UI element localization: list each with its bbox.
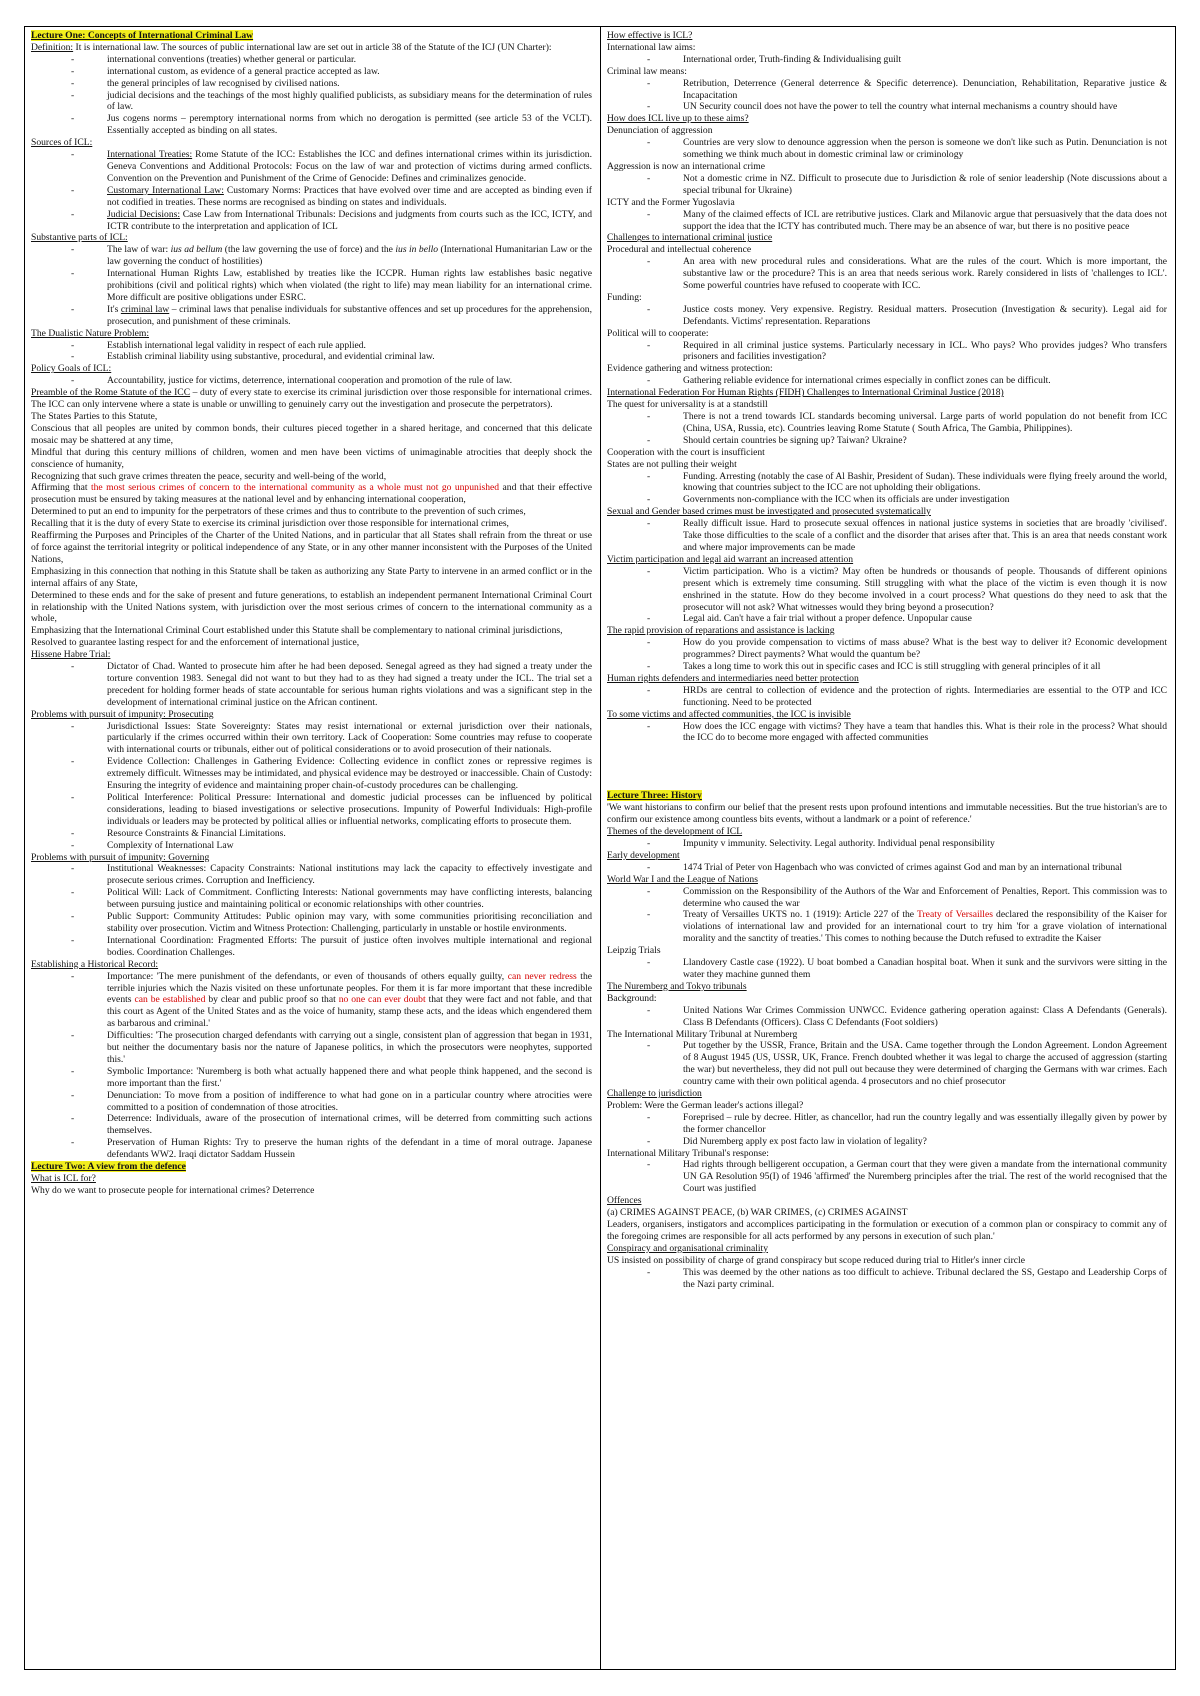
preamble-paragraph: Resolved to guarantee lasting respect for and the enforcement of international justice, (31, 637, 360, 649)
section-heading: The Nuremberg and Tokyo tribunals (607, 980, 747, 992)
definition-paragraph: Definition: It is international law. The sources of public international law are set out in article 38 of the Statute of the ICJ (UN Charter): (31, 41, 552, 53)
list-item: - Judicial Decisions: Case Law from International Tribunals: Decisions and judgments from courts such as the ICC, ICTY, and ICTR contribute to the interpretation and application of ICL (107, 209, 592, 233)
list-item: - Public Support: Community Attitudes: Public opinion may vary, with some communities prioritising reconciliation and stability over prosecution. Victim and Witness Protection: Challenging, particularly in unstable or hostile environments. (107, 911, 592, 935)
list-item: - International Human Rights Law, established by treaties like the ICCPR. Human rights law establishes basic negative prohibitions (civil and political rights) which when violated (the right to life) may mean liability for an international crime. More difficult are positive obligations under ESRC. (107, 268, 592, 304)
document-page (24, 26, 1176, 1670)
ww1-list (607, 886, 1167, 946)
preamble-paragraph: Emphasizing in this connection that nothing in this Statute shall be taken as authorizing any State Party to intervene in an armed conflict or in the internal affairs of any State, (31, 565, 592, 589)
preamble-paragraph: Mindful that during this century millions of children, women and men have been victims of unimaginable atrocities that deeply shock the conscience of humanity, (31, 446, 592, 470)
section-heading: Hissene Habre Trial: (31, 649, 111, 661)
sub-label: International law aims: (607, 41, 696, 53)
list-item: - Dictator of Chad. Wanted to prosecute him after he had been deposed. Senegal agreed as they had signed a treaty under the torture convention 1983. Senegal did not want to but they had to as they had signed a treaty under the ICL. The trial set a precedent for holding former heads of state accountable for serious human rights violations and was a significant step in the development of international criminal justice on the African continent. (107, 661, 592, 709)
preamble-paragraph: Determined to these ends and for the sake of present and future generations, to establish an independent permanent International Criminal Court in relationship with the United Nations system, with jurisdiction over the most serious crimes of concern to the international community as a whole, (31, 589, 592, 625)
hrd-list (607, 685, 1167, 709)
sub-label: Funding: (607, 291, 642, 303)
list-item: - How does the ICC engage with victims? They have a team that handles this. What is their role in the process? What should the ICC do to become more engaged with affected communities (683, 721, 1167, 745)
sources-list (31, 54, 592, 137)
list-item: - Establish criminal liability using substantive, procedural, and evidential criminal law. (107, 351, 592, 363)
section-heading: What is ICL for? (31, 1173, 96, 1184)
aggr-list (607, 173, 1167, 197)
list-item: - Establish international legal validity in respect of each rule applied. (107, 340, 592, 352)
preamble-paragraph: Emphasizing that the International Criminal Court established under this Statute shall be complementary to national criminal jurisdictions, (31, 625, 563, 637)
conspiracy-text: US insisted on possibility of charge of grand conspiracy but scope reduced during trial to Hitler's inner circle (607, 1254, 1025, 1266)
sub-label: Problem: Were the German leader's actions illegal? (607, 1099, 804, 1111)
sub-label: Political will to cooperate: (607, 327, 709, 339)
section-heading: Problems with pursuit of impunity: Governing (31, 851, 210, 863)
list-item: - Did Nuremberg apply ex post facto law in violation of legality? (683, 1136, 1167, 1148)
list-item: - Jurisdictional Issues: State Sovereignty: States may resist international or external jurisdiction over their nationals, particularly if the crimes occurred within their own territory. Lack of Cooperation: Some countries may refuse to cooperate with international courts or tribunals, either out of political considerations or to avoid prosecution of their nationals. (107, 721, 592, 757)
list-item: - Countries are very slow to denounce aggression when the person is someone we don't like such as Putin. Denunciation is not something we think much about in domestic criminal law or criminology (683, 137, 1167, 161)
sub-label: ICTY and the Former Yugoslavia (607, 196, 735, 208)
list-item: - It's criminal law – criminal laws that penalise individuals for substantive offences and set up procedures for the apprehension, prosecution, and punishment of these criminals. (107, 304, 592, 328)
preamble-paragraph: The States Parties to this Statute, (31, 411, 158, 422)
section-heading: World War I and the League of Nations (607, 873, 758, 885)
list-item: - Governments non-compliance with the ICC when its officials are under investigation (683, 494, 1167, 506)
conspiracy-list (607, 1267, 1167, 1291)
list-item: - Gathering reliable evidence for international crimes especially in conflict zones can be difficult. (683, 375, 1167, 387)
section-heading: Human rights defenders and intermediaries need better protection (607, 672, 859, 684)
list-item: - Deterrence: Individuals, aware of the prosecution of international crimes, will be deterred from committing such actions themselves. (107, 1113, 592, 1137)
list-item: - 1474 Trial of Peter von Hagenbach who was convicted of crimes against God and man by an international tribunal (683, 862, 1167, 874)
list-item: - An area with new procedural rules and considerations. What are the rules of the court. Which is more important, the substantive law or the procedure? This is an area that needs serious work. Rarely considered in lists of 'challenges to ICL'. Some powerful countries have refused to cooperate with ICC. (683, 256, 1167, 292)
section-heading: To some victims and affected communities, the ICC is invisible (607, 708, 851, 720)
list-item: - Legal aid. Can't have a fair trial without a proper defence. Unpopular cause (683, 613, 1167, 625)
list-item: - Political Will: Lack of Commitment. Conflicting Interests: National governments may have conflicting interests, balancing between pursuing justice and maintaining political or economic relationships with other countries. (107, 887, 592, 911)
sub-label: Aggression is now an international crime (607, 160, 765, 172)
list-item: - Put together by the USSR, France, Britain and the USA. Came together through the London Agreement. London Agreement of 8 August 1945 (US, USSR, UK, France. French doubted whether it was legal to charge the accused of aggression (starting the war) but nevertheless, they did not pull out because they were determined of charging the Germans with war crimes. Each country came with their own political agenda. 4 prosecutors and no chief prosecutor (683, 1040, 1167, 1088)
list-item: - Really difficult issue. Hard to prosecute sexual offences in national justice systems in societies that are broadly 'civilised'. Take those difficulties to the scale of a conflict and the disorder that arises after that. This is an area that needs constant work and where major improvements can be made (683, 518, 1167, 554)
crim-list (607, 78, 1167, 114)
left-column (25, 27, 600, 1669)
section-heading: Policy Goals of ICL: (31, 363, 112, 375)
lecture-one-title: Lecture One: Concepts of International Criminal Law (31, 30, 254, 41)
list-item: - international custom, as evidence of a general practice accepted as law. (107, 66, 592, 78)
funding-list (607, 304, 1167, 328)
preamble-paragraph: Conscious that all peoples are united by common bonds, their cultures pieced together in a shared heritage, and concerned that this delicate mosaic may be shattered at any time, (31, 422, 592, 446)
section-heading: Sources of ICL: (31, 137, 93, 149)
list-item: - Not a domestic crime in NZ. Difficult to prosecute due to Jurisdiction & role of senior leadership (Note discussions about a special tribunal for Ukraine) (683, 173, 1167, 197)
preamble-intro: Preamble of the Rome Statute of the ICC – duty of every state to exercise its criminal jurisdiction over those responsible for international crimes. The ICC can only intervene where a state is unable or unwilling to genuinely carry out the investigation and prosecute the perpetrators). (31, 387, 593, 411)
list-item: - Llandovery Castle case (1922). U boat bombed a Canadian hospital boat. When it sunk and the survivors were sitting in the water they machine gunned them (683, 957, 1167, 981)
section-heading: The Dualistic Nature Problem: (31, 327, 150, 339)
substantive-list (31, 244, 592, 327)
sub-label: The quest for universality is at a standstill (607, 399, 768, 411)
themes-list (607, 838, 1167, 850)
section-heading: How does ICL live up to these aims? (607, 113, 749, 125)
victim-list (607, 566, 1167, 626)
coop-list (607, 471, 1167, 507)
section-heading: Problems with pursuit of impunity: Prosecuting (31, 708, 214, 720)
sub-label: Evidence gathering and witness protection: (607, 363, 773, 375)
sub-label: Background: (607, 992, 657, 1004)
governing-list (31, 863, 592, 958)
historical-list (31, 971, 592, 1162)
historian-quote: 'We want historians to confirm our belief that the present rests upon profound intentions and immutable necessities. But the true historian's are to confirm our existence among countless bits events, without a landmark or a point of reference.' (607, 802, 1167, 826)
list-item: - Funding. Arresting (notably the case of Al Bashir, President of Sudan). These individuals were flying freely around the world, knowing that countries subject to the ICC are not upholding their obligations. (683, 471, 1167, 495)
sub-label: International Military Tribunal's response: (607, 1147, 769, 1159)
sub-label: Procedural and intellectual coherence (607, 244, 752, 256)
section-heading: Challenge to jurisdiction (607, 1088, 702, 1100)
evidence-list (607, 375, 1167, 387)
habre-list (31, 661, 592, 709)
list-item: - judicial decisions and the teachings of the most highly qualified publicists, as subsidiary means for the determination of rules of law. (107, 90, 592, 114)
list-item: - Treaty of Versailles UKTS no. 1 (1919): Article 227 of the Treaty of Versailles declared the responsibility of the Kaiser for violations of international law and provided for an international court to try him 'for a grave violation of international morality and the sanctity of treaties.' This comes to nothing because the Dutch refused to extradite the Kaiser (683, 909, 1167, 945)
sub-label: Cooperation with the court is insufficient (607, 446, 765, 458)
prosecuting-list (31, 721, 592, 852)
sub-label: Leipzig Trials (607, 945, 661, 957)
aims-list (607, 54, 1167, 66)
background-list (607, 1005, 1167, 1029)
icty-list (607, 209, 1167, 233)
list-item: - HRDs are central to collection of evidence and the protection of rights. Intermediaries are essential to the OTP and ICC functioning. Need to be protected (683, 685, 1167, 709)
section-heading: Victim participation and legal aid warrant an increased attention (607, 553, 854, 565)
political-list (607, 340, 1167, 364)
denunc-list (607, 137, 1167, 161)
preamble-paragraph: Recalling that it is the duty of every State to exercise its criminal jurisdiction over those responsible for international crimes, (31, 518, 509, 530)
section-heading: How effective is ICL? (607, 30, 693, 41)
list-item: - Many of the claimed effects of ICL are retributive justices. Clark and Milanovic argue that persuasively that the data does not support the idea that the ICTY has contributed much. There may be an absence of war, but there is no positive peace (683, 209, 1167, 233)
list-item: - There is not a trend towards ICL standards becoming universal. Large parts of world population do not benefit from ICC (China, USA, Russia, etc). Countries leaving Rome Statute ( South Africa, The Gambia, Philippines). (683, 411, 1167, 435)
list-item: - Complexity of International Law (107, 840, 592, 852)
sexual-list (607, 518, 1167, 554)
list-item: - Foreprised – rule by decree. Hitler, as chancellor, had run the country legally and was essentially illegally given by power by the former chancellor (683, 1112, 1167, 1136)
list-item: - Impunity v immunity. Selectivity. Legal authority. Individual penal responsibility (683, 838, 1167, 850)
invisible-list (607, 721, 1167, 745)
procedural-list (607, 256, 1167, 292)
list-item: - Evidence Collection: Challenges in Gathering Evidence: Collecting evidence in conflict zones or repressive regimes is extremely difficult. Witnesses may be intimidated, and physical evidence may be destroyed or inaccessible. Chain of Custody: Ensuring the integrity of evidence and maintaining proper chain-of-custody procedures can be challenging. (107, 756, 592, 792)
section-heading: Establishing a Historical Record: (31, 958, 159, 970)
spacer (607, 744, 1167, 790)
list-item: - UN Security council does not have the power to tell the country what internal mechanisms a country should have (683, 101, 1167, 113)
offences-line: (a) CRIMES AGAINST PEACE, (b) WAR CRIMES, (c) CRIMES AGAINST (607, 1207, 908, 1219)
list-item: - Accountability, justice for victims, deterrence, international cooperation and promotion of the rule of law. (107, 375, 592, 387)
right-column (600, 27, 1175, 1669)
list-item: - Institutional Weaknesses: Capacity Constraints: National institutions may lack the capacity to effectively investigate and prosecute serious crimes. Corruption and Inefficiency. (107, 863, 592, 887)
list-item: - Retribution, Deterrence (General deterrence & Specific deterrence). Denunciation, Rehabilitation, Reparative justice & Incapacitation (683, 78, 1167, 102)
preamble-paragraph: Determined to put an end to impunity for the perpetrators of these crimes and thus to contribute to the prevention of such crimes, (31, 506, 526, 518)
sub-label: States are not pulling their weight (607, 458, 737, 470)
section-heading: International Federation For Human Rights (FIDH) Challenges to International Criminal Justice (2018) (607, 387, 1004, 399)
list-item: - Takes a long time to work this out in specific cases and ICC is still struggling with general principles of it all (683, 661, 1167, 673)
list-item: - Denunciation: To move from a position of indifference to what had gone on in a particular country where atrocities were committed to a position of condemnation of those atrocities. (107, 1090, 592, 1114)
list-item: - Customary International Law: Customary Norms: Practices that have evolved over time and are accepted as binding even if not codified in treaties. These norms are recognised as binding on states and individuals. (107, 185, 592, 209)
section-heading: Challenges to international criminal justice (607, 232, 773, 244)
list-item: - Preservation of Human Rights: Try to preserve the human rights of the defendant in a time of moral outrage. Japanese defendants WW2. Iraqi dictator Saddam Hussein (107, 1137, 592, 1161)
list-item: - international conventions (treaties) whether general or particular. (107, 54, 592, 66)
list-item: - Justice costs money. Very expensive. Registry. Residual matters. Prosecution (Investigation & security). Legal aid for Defendants. Victims' representation. Reparations (683, 304, 1167, 328)
list-item: - This was deemed by the other nations as too difficult to achieve. Tribunal declared the SS, Gestapo and Leadership Corps of the Nazi party criminal. (683, 1267, 1167, 1291)
early-list (607, 862, 1167, 874)
section-heading: Early development (607, 849, 680, 861)
leipzig-list (607, 957, 1167, 981)
list-item: - Difficulties: 'The prosecution charged defendants with carrying out a single, consistent plan of aggression that began in 1931, but neither the documentary basis nor the nature of Japanese politics, in which the prosecutors were neophytes, supported this.' (107, 1030, 592, 1066)
sub-label: Denunciation of aggression (607, 125, 713, 137)
list-item: - International order, Truth-finding & Individualising guilt (683, 54, 1167, 66)
section-heading: Substantive parts of ICL: (31, 232, 128, 244)
sub-label: Criminal law means: (607, 65, 687, 77)
preamble-paragraph: Reaffirming the Purposes and Principles of the Charter of the United Nations, and in particular that all States shall refrain from the threat or use of force against the territorial integrity or political independence of any State, or in any other manner inconsistent with the Purposes of the United Nations, (31, 530, 592, 565)
list-item: - Victim participation. Who is a victim? May often be hundreds or thousands of people. Thousands of different opinions present which is extremely time consuming. Still struggling with what the place of the victim is even though it is now enshrined in the statute. How do they become involved in a court process? What questions do they need to ask that the prosecutor will not ask? What witnesses would they bring beyond a prosecution? (683, 566, 1167, 614)
section-heading: Offences (607, 1195, 642, 1207)
list-item: - Importance: 'The mere punishment of the defendants, or even of thousands of others equally guilty, can never redress the terrible injuries which the Nazis visited on these unfortunate peoples. For them it is far more important that these incredible events can be established by clear and public proof so that no one can ever doubt that they were fact and not fable, and that this court as Agent of the United States and as the voice of humanity, stamp these acts, and the ideas which engendered them as barbarous and criminal.' (107, 971, 592, 1031)
list-item: - International Treaties: Rome Statute of the ICC: Establishes the ICC and defines international crimes within its jurisdiction. Geneva Conventions and Additional Protocols: Focus on the law of war and protection of victims during armed conflicts. Convention on the Prevention and Punishment of the Crime of Genocide: Defines and criminalizes genocide. (107, 149, 592, 185)
list-item: - Symbolic Importance: 'Nuremberg is both what actually happened there and what people think happened, and the second is more important than the first.' (107, 1066, 592, 1090)
list-item: - Jus cogens norms – peremptory international norms from which no derogation is permitted (see article 53 of the VCLT). Essentially accepted as binding on all states. (107, 113, 592, 137)
offences-text: Leaders, organisers, instigators and accomplices participating in the formulation or execution of a common plan or conspiracy to commit any of the foregoing crimes are responsible for all acts performed by any persons in execution of such plan.' (607, 1219, 1167, 1242)
list-item: - International Coordination: Fragmented Efforts: The pursuit of justice often involves multiple international and regional bodies. Coordination Challenges. (107, 935, 592, 959)
section-heading: Themes of the development of ICL (607, 826, 743, 838)
lecture-three-title: Lecture Three: History (607, 790, 702, 802)
imt-list (607, 1040, 1167, 1088)
list-item: - The law of war: ius ad bellum (the law governing the use of force) and the ius in bello (International Humanitarian Law or the law governing the conduct of hostilities) (107, 244, 592, 268)
list-item: - How do you provide compensation to victims of mass abuse? What is the best way to deliver it? Economic development programmes? Direct payments? What would the quantum be? (683, 637, 1167, 661)
sub-label: The International Military Tribunal at Nuremberg (607, 1028, 798, 1040)
list-item: - the general principles of law recognised by civilised nations. (107, 78, 592, 90)
list-item: - Had rights through belligerent occupation, a German court that they were given a mandate from the international community UN GA Resolution 95(I) of 1946 'affirmed' the Nuremberg principles after the trial. The rest of the world recognised that the Court was justified (683, 1159, 1167, 1195)
section-heading: The rapid provision of reparations and assistance is lacking (607, 625, 835, 637)
preamble-paragraph: Recognizing that such grave crimes threaten the peace, security and well-being of the world, (31, 470, 387, 482)
section-heading: Sexual and Gender based crimes must be investigated and prosecuted systematically (607, 506, 931, 518)
list-item: - Political Interference: Political Pressure: International and domestic judicial processes can be influenced by political considerations, leading to biased investigations or selective prosecutions. Impunity of Powerful Individuals: High-profile individuals or leaders may be protected by political allies or influential networks, complicating efforts to prosecute them. (107, 792, 592, 828)
list-item: - United Nations War Crimes Commission UNWCC. Evidence gathering operation against: Class A Defendants (Generals). Class B Defendants (Officers). Class C Defendants (Foot soldiers) (683, 1005, 1167, 1029)
list-item: - Required in all criminal justice systems. Particularly necessary in ICL. Who pays? Who provides judges? Who transfers prisoners and facilities investigation? (683, 340, 1167, 364)
dualistic-list (31, 340, 592, 364)
policy-list (31, 375, 592, 387)
lecture-two-title: Lecture Two: A view from the defence (31, 1161, 186, 1173)
list-item: - Should certain countries be signing up? Taiwan? Ukraine? (683, 435, 1167, 447)
problem-list (607, 1112, 1167, 1148)
preamble-affirming: Affirming that the most serious crimes of concern to the international community as a whole must not go unpunished and that their effective prosecution must be ensured by taking measures at the national level and by enhancing international cooperation, (31, 482, 592, 506)
repar-list (607, 637, 1167, 673)
sources-icl-list (31, 149, 592, 232)
list-item: - Resource Constraints & Financial Limitations. (107, 828, 592, 840)
imt-response-list (607, 1159, 1167, 1195)
quest-list (607, 411, 1167, 447)
list-item: - Commission on the Responsibility of the Authors of the War and Enforcement of Penalties, Report. This commission was to determine who caused the war (683, 886, 1167, 910)
what-text: Why do we want to prosecute people for international crimes? Deterrence (31, 1184, 315, 1196)
section-heading: Conspiracy and organisational criminality (607, 1242, 769, 1254)
